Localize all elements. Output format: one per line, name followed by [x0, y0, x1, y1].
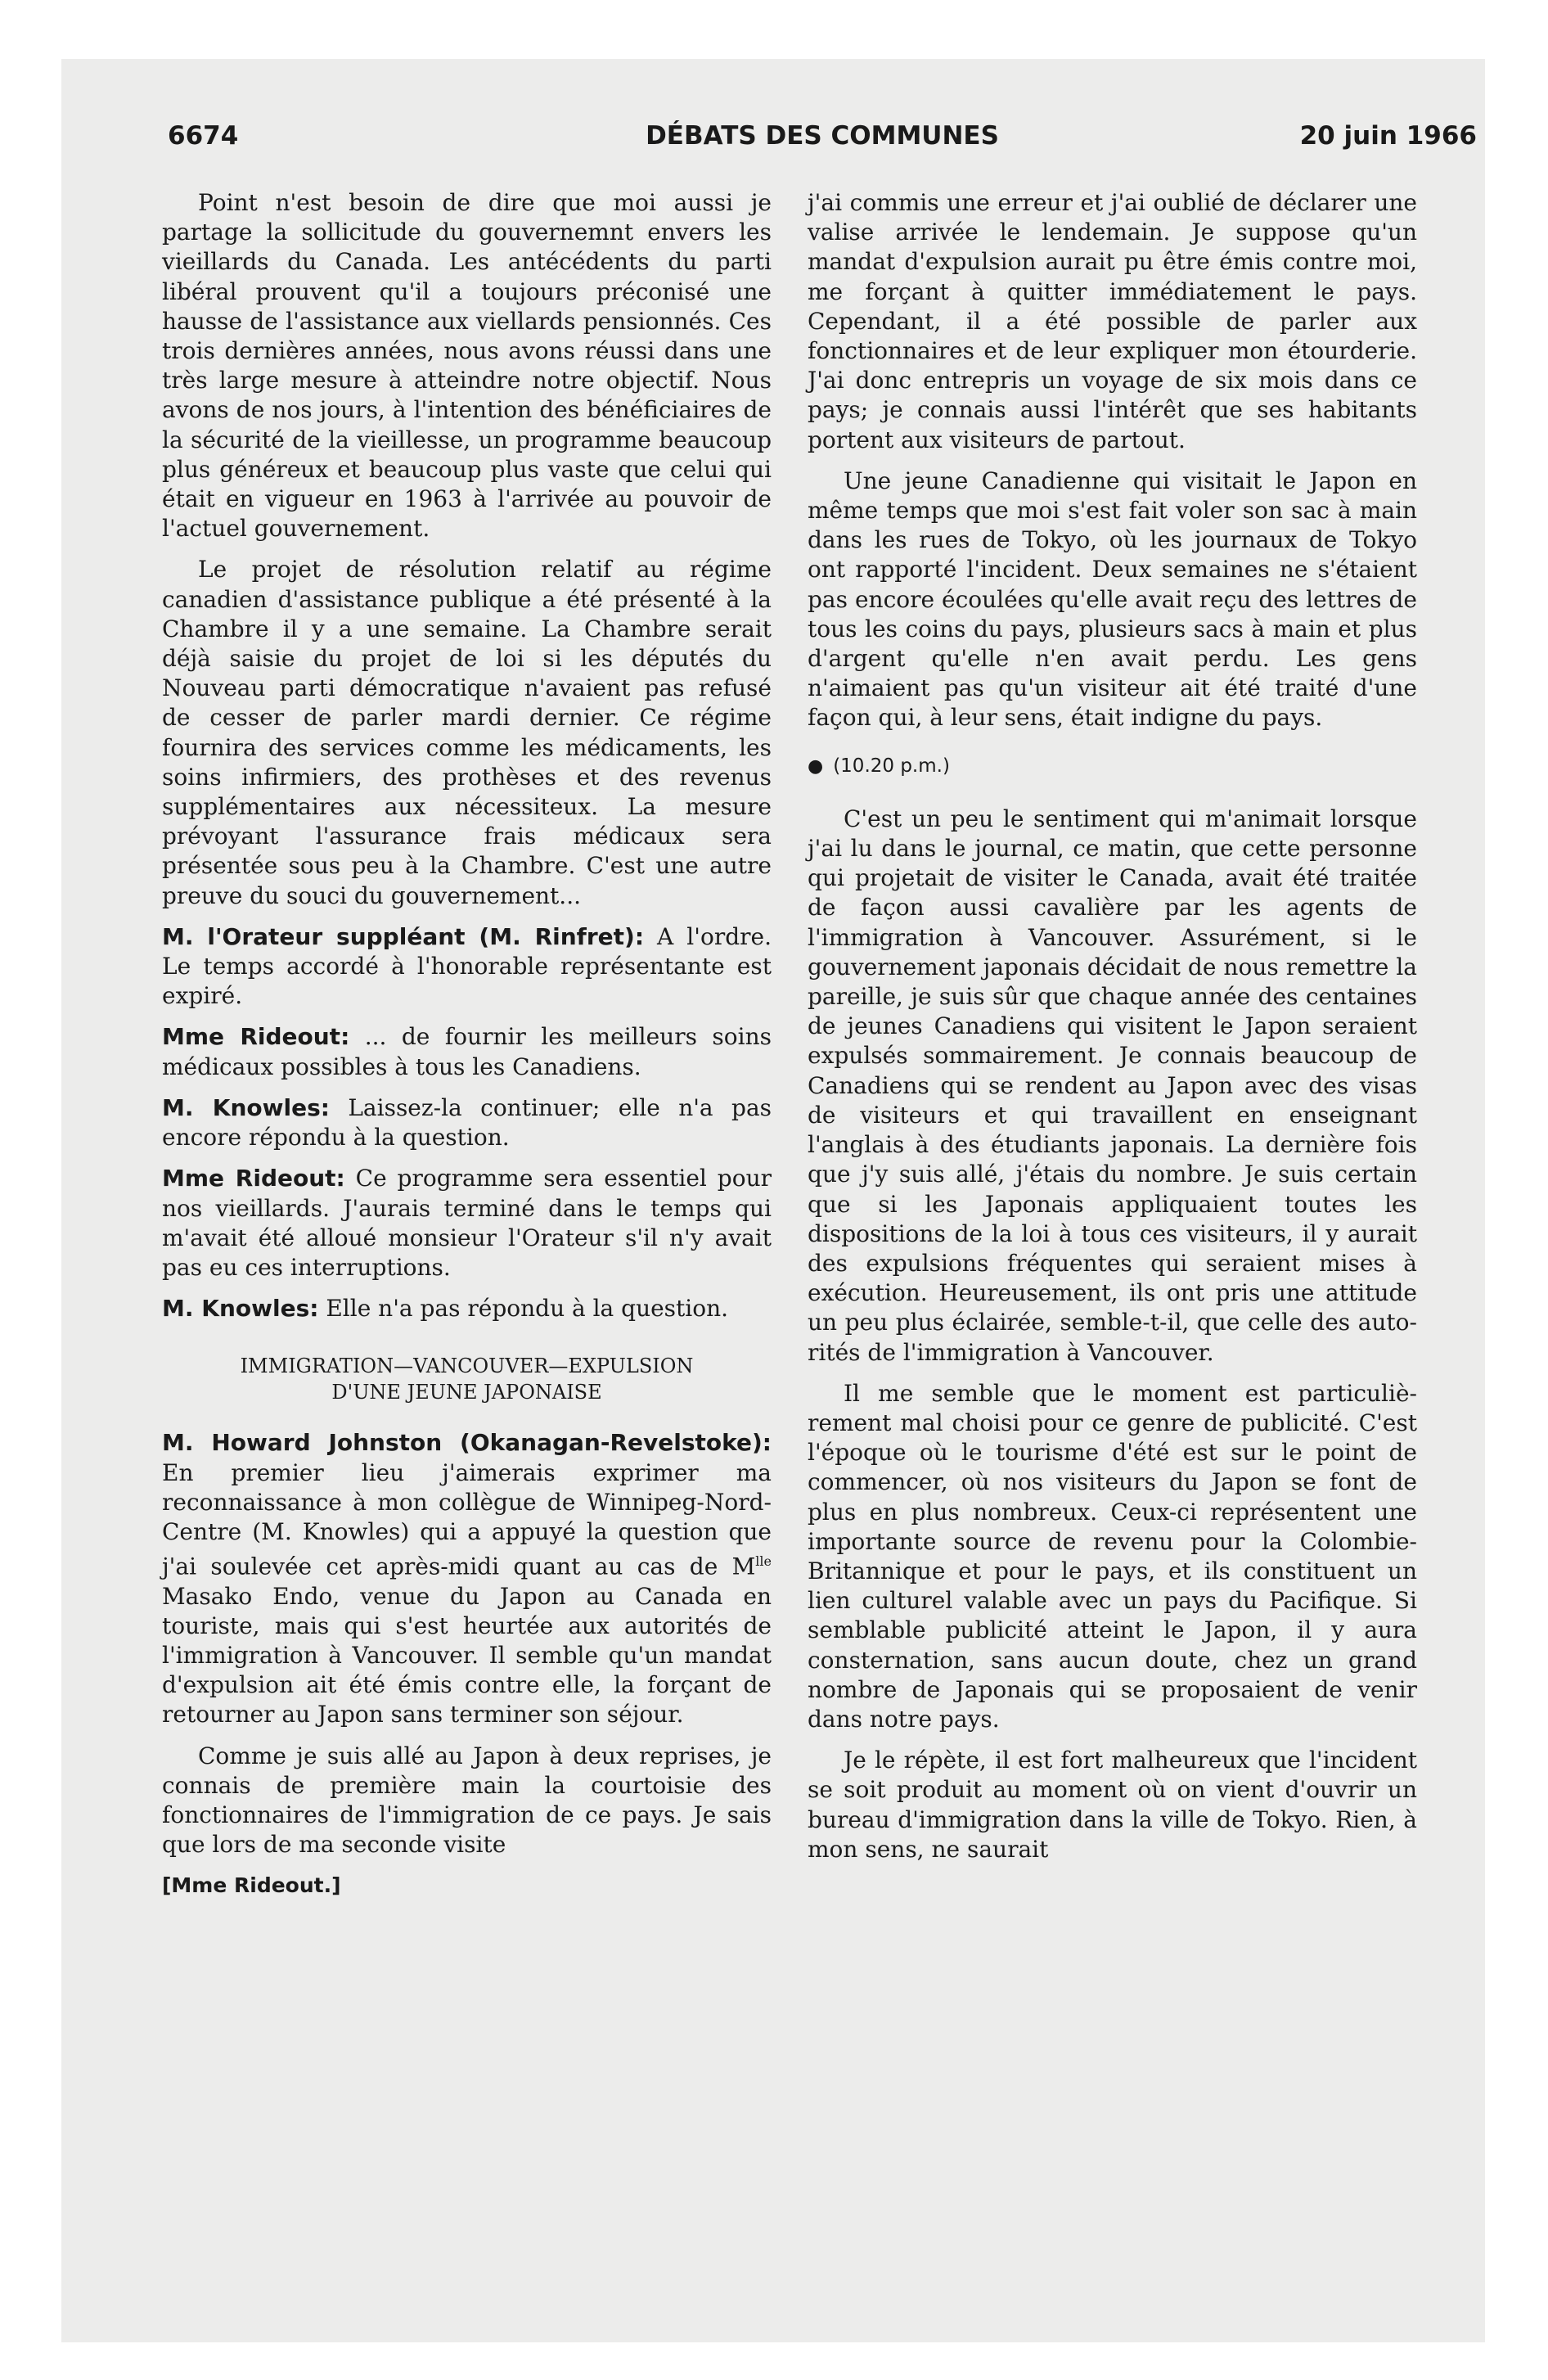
page-number: 6674	[168, 121, 239, 151]
time-stamp	[808, 751, 1417, 782]
page-date: 20 juin 1966	[1299, 121, 1477, 151]
paragraph: Je le répète, il est fort malheureux que l'incident se soit produit au moment où on vient d'ouvrir un bureau d'immigration dans la ville de Tokyo. Rien, à mon sens, ne saurait	[808, 1747, 1417, 1863]
paragraph: Le projet de résolution relatif au régime canadien d'assistance publique a été présenté à la Chambre il y a une semaine. La Chambre serait déjà saisie du projet de loi si les députés du Nouveau parti démocratique n'avaient pas refusé de cesser de parler mardi dernier. Ce régime fournira des services comme les médicaments, les soins infirmiers, des prothèses et des revenus supplémentaires aux nécessiteux. La mesure prévoyant l'assurance frais médicaux sera présentée sous peu à la Chambre. C'est une autre preuve du souci du gouvernement...	[162, 556, 772, 909]
time-text: (10.20 p.m.)	[833, 755, 950, 777]
speech-text: ... de fournir les meilleurs soins médicaux possibles à tous les Canadiens.	[162, 1023, 772, 1080]
speech-text: A l'ordre. Le temps accordé à l'honorable représentante est expiré.	[162, 922, 772, 1010]
paragraph: Comme je suis allé au Japon à deux reprises, je connais de première main la courtoisie des fonctionnaires de l'immigration de ce pays. Je sais que lors de ma seconde visite	[162, 1742, 772, 1859]
speech	[162, 1164, 772, 1282]
heading-line: IMMIGRATION—VANCOUVER—EXPULSION	[240, 1355, 694, 1378]
speaker-name: Mme Rideout:	[162, 1023, 350, 1051]
speech-text: Masako Endo, venue du Japon au Canada en touriste, mais qui s'est heurtée aux autorités de l'immigration à Vancouver. Il semble qu'un mandat d'expulsion ait été émis contre elle, la forçant de retourner au Japon sans terminer son séjour.	[162, 1582, 772, 1729]
paragraph: Point n'est besoin de dire que moi aussi je partage la sollicitude du gouvernemnt envers les vieillards du Canada. Les antécédents du parti libéral prouvent qu'il a toujours préconisé une hausse de l'assistance aux viellards pensionnés. Ces trois dernières années, nous avons réussi dans une très large mesure à atteindre notre objectif. Nous avons de nos jours, à l'intention des bénéficiaires de la sécurité de la vieillesse, un programme beaucoup plus généreux et beaucoup plus vaste que celui qui était en vigueur en 1963 à l'arrivée au pouvoir de l'actuel gouvernement.	[162, 189, 772, 543]
speech	[162, 1294, 772, 1323]
speech	[162, 1428, 772, 1729]
speech	[162, 1093, 772, 1152]
right-column	[808, 188, 1417, 1876]
speech-text: Laissez-la continuer; elle n'a pas encore répondu à la question.	[162, 1093, 772, 1152]
footer-note: [Mme Rideout.]	[162, 1873, 341, 1898]
speaker-name: M. Howard Johnston (Okanagan-Revelstoke):	[162, 1429, 772, 1457]
speech	[162, 1022, 772, 1081]
paragraph: Une jeune Canadienne qui visitait le Japon en même temps que moi s'est fait voler son sac à main dans les rues de Tokyo, où les journaux de Tokyo ont rapporté l'incident. Deux semaines ne s'étaient pas encore écoulées qu'elle avait reçu des lettres de tous les coins du pays, plusieurs sacs à main et plus d'argent qu'elle n'en avait perdu. Les gens n'aimaient pas qu'un visiteur ait été traité d'une façon qui, à leur sens, était indigne du pays.	[808, 467, 1417, 732]
superscript: lle	[755, 1553, 772, 1570]
page-title: DÉBATS DES COMMUNES	[646, 121, 999, 151]
paragraph: Il me semble que le moment est particulièrement mal choisi pour ce genre de publicité. C'est l'époque où le tourisme d'été est sur le point de commencer, où nos visiteurs du Japon se font de plus en plus nombreux. Ceux-ci représentent une importante source de revenu pour la Colombie-Britannique et pour le pays, et ils constituent un lien culturel valable avec un pays du Pacifique. Si semblable publicité atteint le Japon, il y aura consternation, sans aucun doute, chez un grand nombre de Japonais qui se proposaient de venir dans notre pays.	[808, 1379, 1417, 1733]
section-heading	[162, 1353, 772, 1405]
left-column	[162, 188, 772, 1913]
speech-text: Elle n'a pas répondu à la question.	[318, 1295, 729, 1323]
speech-text: En premier lieu j'aimerais exprimer ma reconnaissance à mon collègue de Winnipeg-Nord-Centre (M. Knowles) qui a appuyé la question que j'ai soulevée cet après-midi quant au cas de M	[162, 1458, 772, 1580]
speaker-name: Mme Rideout:	[162, 1165, 345, 1192]
speaker-name: M. l'Orateur suppléant (M. Rinfret):	[162, 922, 645, 950]
speech	[162, 922, 772, 1012]
paragraph: j'ai commis une erreur et j'ai oublié de déclarer une valise arrivée le lendemain. Je suppose qu'un mandat d'expulsion aurait pu être émis contre moi, me forçant à quitter immédiatement le pays. Cependant, il a été possible de parler aux fonctionnaires et de leur expliquer mon étourderie. J'ai donc entrepris un voyage de six mois dans ce pays; je connais aussi l'intérêt que ses habitants portent aux visiteurs de partout.	[808, 189, 1417, 453]
heading-line: D'UNE JEUNE JAPONAISE	[331, 1381, 602, 1404]
speaker-name: M. Knowles:	[162, 1295, 319, 1323]
speech-text: Ce programme sera essentiel pour nos vieillards. J'aurais terminé dans le temps qui m'avait été alloué monsieur l'Orateur s'il n'y avait pas eu ces interruptions.	[162, 1165, 772, 1281]
bullet-icon: ●	[808, 755, 824, 777]
speaker-name: M. Knowles:	[162, 1093, 330, 1121]
page-header	[168, 121, 1477, 162]
paragraph: C'est un peu le sentiment qui m'animait lorsque j'ai lu dans le journal, ce matin, que cette personne qui projetait de visiter le Canada, avait été traitée de façon aussi cavalière par les agents de l'immigration à Vancouver. Assurément, si le gouvernement japonais décidait de nous remettre la pareille, je suis sûr que chaque année des centaines de jeunes Canadiens qui visitent le Japon seraient expulsés sommairement. Je connais beaucoup de Canadiens qui se rendent au Japon avec des visas de visiteurs et qui travaillent en enseignant l'anglais à des étudiants japonais. La dernière fois que j'y suis allé, j'étais du nombre. Je suis certain que si les Japonais appliquaient toutes les dispositions de la loi à tous ces visiteurs, il y aurait des expulsions fréquentes qui seraient mises à exécution. Heureusement, ils ont pris une attitude un peu plus éclairée, semble-t-il, que celle des autorités de l'immigration à Vancouver.	[808, 805, 1417, 1366]
